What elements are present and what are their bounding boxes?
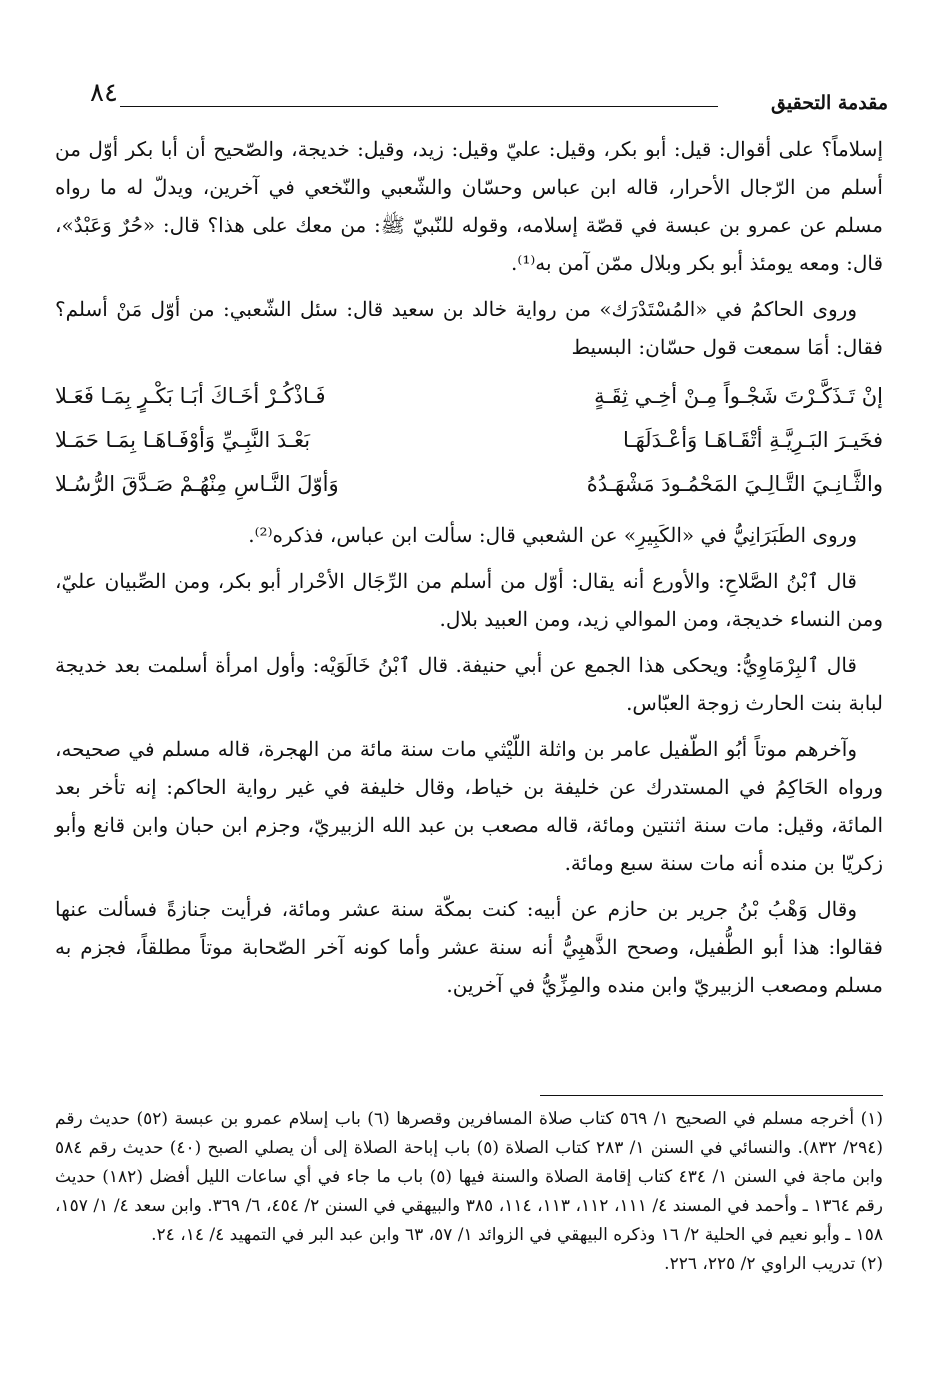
header-rule	[120, 106, 718, 107]
footnote-separator	[540, 1095, 883, 1096]
paragraph: وآخرهم موتاً أبُو الطّفيل عامر بن واثلة اللّيْثي مات سنة مائة من الهجرة، قاله مسلم في صحيحه، ورواه الحَاكِمُ في المستدرك عن خليفة بن خياط، وقال خليفة في غير رواية الحاكم: إنه تأخر بعد المائة، وقيل: مات سنة اثنتين ومائة، قاله مصعب بن عبد الله الزبيريّ، وجزم ابن حبان وابن قانع وأبو زكريّا بن منده أنه مات سنة سبع ومائة.	[55, 737, 883, 875]
verse-first-hemistich: إنْ تَـذَكَّـرْتَ شَجْـواً مِـنْ أخِـي ثِقَـةٍ	[594, 384, 883, 408]
page-header	[60, 78, 888, 118]
verse-second-hemistich: وَأوّلَ النَّـاسِ مِنْهُـمْ صَـدَّقَ الرُّسُـلا	[55, 472, 339, 496]
paragraph: قال ٱبْنُ الصَّلاحِ: والأورع أنه يقال: أوّل من أسلم من الرِّجَال الأحْرار أبو بكر، ومن الصِّبيان عليّ، ومن النساء خديجة، ومن الموالي زيد، ومن العبيد بلال.	[55, 569, 883, 631]
poem	[55, 374, 883, 506]
main-text	[55, 130, 883, 1012]
poem-verse	[55, 374, 883, 418]
poem-verse	[55, 462, 883, 506]
paragraph: إسلاماً؟ على أقوال: قيل: أبو بكر، وقيل: عليّ وقيل: زيد، وقيل: خديجة، والصّحيح أن أبا بكر أوّل من أسلم من الرّجال الأحرار، قاله ابن عباس وحسّان والشّعبي والنّخعي في آخرين، ويدلّ له ما رواه مسلم عن عمرو بن عبسة في قصّة إسلامه، وقوله للنّبيّ ﷺ: من معك على هذا؟ قال: «حُرٌ وَعَبْدٌ»، قال: ومعه يومئذ أبو بكر وبلال ممّن آمن به⁽¹⁾.	[55, 137, 884, 275]
footnote: (١) أخرجه مسلم في الصحيح ١/ ٥٦٩ كتاب صلاة المسافرين وقصرها (٦) باب إسلام عمرو بن عبسة (٥٢) حديث رقم (٢٩٤/ ٨٣٢). والنسائي في السنن ١/ ٢٨٣ كتاب الصلاة (٥) باب إباحة الصلاة إلى أن يصلي الصبح (٤٠) حديث رقم ٥٨٤ وابن ماجة في السنن ١/ ٤٣٤ كتاب إقامة الصلاة والسنة فيها (٥) باب ما جاء في أي ساعات الليل أفضل (١٨٢) حديث رقم ١٣٦٤ ـ وأحمد في المسند ٤/ ١١١، ١١٢، ١١٣، ١١٤، ٣٨٥ والبيهقي في السنن ٢/ ٤٥٤، ٦/ ٣٦٩. وابن سعد ٤/ ١/ ١٥٧، ١٥٨ ـ وأبو نعيم في الحلية ٢/ ١٦ وذكره البيهقي في الزوائد ١/ ٥٧، ٦٣ وابن عبد البر في التمهيد ٤/ ١٤، ٢٤.	[55, 1109, 883, 1245]
verse-first-hemistich: فخَيـرَ البَـرِيَّـةِ أتْقَـاهَـا وَأعْـدَلَهَـا	[622, 428, 883, 452]
paragraph: وروى الحاكمُ في «المُسْتَدْرَك» من رواية خالد بن سعيد قال: سئل الشّعبي: من أوّل مَنْ أسلم؟ فقال: أمَا سمعت قول حسّان: البسيط	[55, 297, 883, 359]
paragraph: وروى الطَبَرَانِيُّ في «الكَبِيرِ» عن الشعبي قال: سألت ابن عباس، فذكره⁽²⁾.	[248, 523, 857, 547]
verse-first-hemistich: والثَّـانِـيَ التَّـالِـيَ المَحْمُـودَ مَشْهَـدُهُ	[586, 472, 883, 496]
verse-second-hemistich: بَعْـدَ النَّبِـيِّ وَأوْفَـاهَـا بِمَـا حَمَـلا	[55, 428, 311, 452]
running-title: مقدمة التحقيق	[771, 92, 888, 114]
page-number: ٨٤	[90, 78, 118, 108]
footnote: (٢) تدريب الراوي ٢/ ٢٢٥، ٢٢٦.	[664, 1254, 883, 1274]
paragraph: وقال وَهْبُ بْنُ جرير بن حازم عن أبيه: كنت بمكّة سنة عشر ومائة، فرأيت جنازةً فسألت عنها فقالوا: هذا أبو الطُّفيل، وصحح الذَّهبِيُّ أنه سنة عشر وأما كونه آخر الصّحابة موتاً مطلقاً، فجزم به مسلم ومصعب الزبيريّ وابن منده والمِزِّيُّ في آخرين.	[55, 897, 883, 997]
paragraph: قال ٱلبِرْمَاوِيُّ: ويحكى هذا الجمع عن أبي حنيفة. قال ٱبْنُ خَالَوَيْه: وأول امرأة أسلمت بعد خديجة لبابة بنت الحارث زوجة العبّاس.	[55, 653, 883, 715]
verse-second-hemistich: فَـاذْكُـرْ أخَـاكَ أبَـا بَكْـرٍ بِمَـا فَعَـلا	[55, 384, 326, 408]
footnotes	[55, 1105, 883, 1279]
poem-verse	[55, 418, 883, 462]
